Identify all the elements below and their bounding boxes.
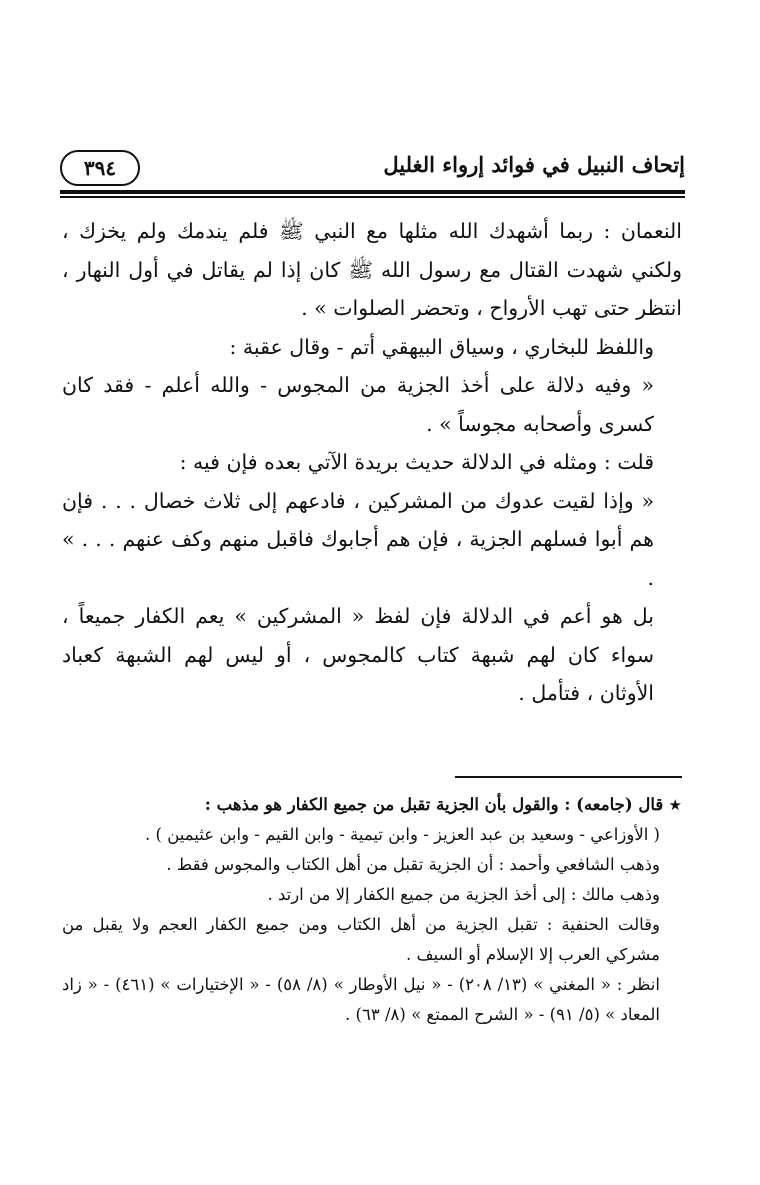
paragraph: قلت : ومثله في الدلالة حديث بريدة الآتي بعده فإن فيه : (179, 450, 654, 474)
footnote-line: وذهب مالك : إلى أخذ الجزية من جميع الكفار إلا من ارتد . (267, 885, 660, 904)
footnote-line: وذهب الشافعي وأحمد : أن الجزية تقبل من أهل الكتاب والمجوس فقط . (166, 855, 660, 874)
paragraph: النعمان : ربما أشهدك الله مثلها مع النبي ﷺ فلم يندمك ولم يخزك ، ولكني شهدت القتال مع رسول الله ﷺ كان إذا لم يقاتل في أول النهار ، انتظر حتى تهب الأرواح ، وتحضر الصلوات » . (62, 219, 682, 320)
page-number: ٣٩٤ (83, 156, 117, 180)
footnote-separator (455, 776, 682, 778)
page-number-badge (60, 150, 140, 186)
header-rule-thin (60, 196, 685, 198)
paragraph: بل هو أعم في الدلالة فإن لفظ « المشركين » يعم الكفار جميعاً ، سواء كان لهم شبهة كتاب كالمجوس ، أو ليس لهم الشبهة كعباد الأوثان ، فتأمل . (62, 604, 654, 705)
footnote-line: وقالت الحنفية : تقبل الجزية من أهل الكتاب ومن جميع الكفار العجم ولا يقبل من مشركي العرب إلا الإسلام أو السيف . (62, 915, 660, 964)
book-title: إتحاف النبيل في فوائد إرواء الغليل (383, 152, 685, 177)
star-icon: ★ (668, 796, 682, 814)
paragraph: « وإذا لقيت عدوك من المشركين ، فادعهم إلى ثلاث خصال . . . فإن هم أبوا فسلهم الجزية ، فإن هم أجابوك فاقبل منهم وكف عنهم . . . » . (62, 488, 654, 590)
footnote-lead-text: قال (جامعه) : والقول بأن الجزية تقبل من جميع الكفار هو مذهب : (204, 795, 664, 814)
footnote-line: ( الأوزاعي - وسعيد بن عبد العزيز - وابن تيمية - وابن القيم - وابن عثيمين ) . (145, 825, 660, 844)
footnotes (62, 790, 682, 1030)
footnote-line: انظر : « المغني » (١٣/ ٢٠٨) - « نيل الأوطار » (٨/ ٥٨) - « الإختيارات » (٤٦١) - « زاد المعاد » (٥/ ٩١) - « الشرح الممتع » (٨/ ٦٣) . (62, 975, 660, 1024)
page-header (60, 150, 685, 188)
paragraph: واللفظ للبخاري ، وسياق البيهقي أتم - وقال عقبة : (229, 334, 654, 359)
footnote-lead (62, 790, 682, 820)
main-text (62, 212, 682, 713)
header-rule-thick (60, 190, 685, 194)
paragraph: « وفيه دلالة على أخذ الجزية من المجوس - والله أعلم - فقد كان كسرى وأصحابه مجوساً » . (62, 373, 654, 436)
